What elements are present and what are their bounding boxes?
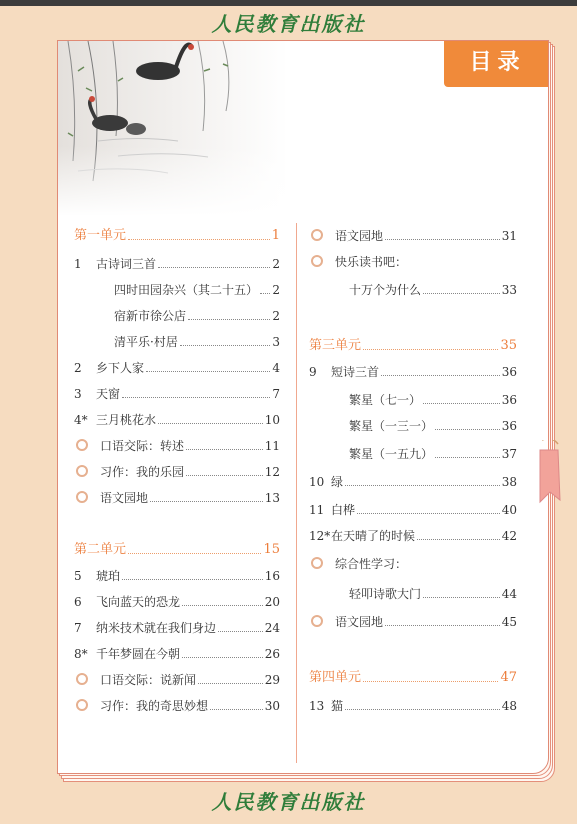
toc-entry[interactable] — [309, 445, 517, 463]
entry-title: 宿新市徐公店 — [114, 309, 187, 323]
page-number: 42 — [501, 529, 517, 543]
entry-title: 习作：我的乐园 — [100, 465, 185, 479]
page-number: 7 — [272, 387, 280, 401]
dot-leader — [345, 709, 500, 710]
page-number: 15 — [263, 542, 280, 557]
page-number: 44 — [501, 587, 517, 601]
page-number: 13 — [264, 491, 280, 505]
dot-leader — [357, 513, 500, 514]
dot-leader — [128, 553, 261, 554]
toc-entry[interactable] — [74, 671, 280, 689]
entry-title: 口语交际：说新闻 — [100, 673, 197, 687]
dot-leader — [435, 429, 500, 430]
dot-leader — [385, 239, 500, 240]
page-number: 26 — [264, 647, 280, 661]
toc-entry[interactable] — [74, 385, 280, 403]
dot-leader — [345, 485, 500, 486]
swan-pond-illustration — [58, 41, 288, 216]
dot-leader — [198, 683, 263, 684]
entry-title: 三月桃花水 — [96, 413, 157, 427]
dot-leader — [385, 625, 500, 626]
page-number: 33 — [501, 283, 517, 297]
toc-entry[interactable] — [309, 527, 517, 545]
dot-leader — [363, 681, 498, 682]
entry-title: 轻叩诗歌大门 — [349, 587, 422, 601]
toc-entry[interactable] — [74, 281, 280, 299]
toc-entry[interactable] — [74, 645, 280, 663]
page-number: 1 — [271, 228, 280, 243]
toc-unit-heading[interactable] — [74, 541, 280, 559]
dot-leader — [218, 631, 263, 632]
page-number: 36 — [501, 365, 517, 379]
page-number: 2 — [272, 257, 280, 271]
toc-entry[interactable] — [309, 613, 517, 631]
lesson-number: 6 — [74, 595, 82, 609]
dot-leader — [128, 239, 270, 240]
lesson-number: 5 — [74, 569, 82, 583]
dot-leader — [210, 709, 263, 710]
lesson-number: 3 — [74, 387, 82, 401]
page-number: 40 — [501, 503, 517, 517]
toc-entry[interactable] — [309, 555, 517, 573]
entry-title: 纳米技术就在我们身边 — [96, 621, 217, 635]
entry-title: 繁星（一五九） — [349, 447, 434, 461]
entry-title: 四时田园杂兴（其二十五） — [114, 283, 259, 297]
page-number: 36 — [501, 419, 517, 433]
entry-title: 口语交际：转述 — [100, 439, 185, 453]
page-number: 37 — [501, 447, 517, 461]
toc-entry[interactable] — [309, 697, 517, 715]
entry-title: 飞向蓝天的恐龙 — [96, 595, 181, 609]
publisher-logo-bottom: 人民教育出版社 — [211, 790, 366, 814]
entry-title: 古诗词三首 — [96, 257, 157, 271]
lesson-number: 1 — [74, 257, 82, 271]
page-number: 12 — [264, 465, 280, 479]
dot-leader — [423, 293, 500, 294]
dot-leader — [146, 371, 270, 372]
dot-leader — [260, 293, 270, 294]
circle-bullet-icon — [311, 255, 323, 267]
publisher-logo-top: 人民教育出版社 — [211, 12, 366, 36]
toc-entry[interactable] — [309, 253, 517, 271]
toc-entry[interactable] — [74, 593, 280, 611]
lesson-number: 9 — [309, 365, 317, 379]
entry-title: 千年梦圆在今朝 — [96, 647, 181, 661]
bookmark-ribbon — [538, 440, 564, 506]
entry-title: 综合性学习： — [335, 557, 408, 571]
entry-title: 短诗三首 — [331, 365, 380, 379]
entry-title: 白桦 — [331, 503, 356, 517]
dot-leader — [158, 267, 270, 268]
toc-entry[interactable] — [74, 359, 280, 377]
lesson-number: 7 — [74, 621, 82, 635]
lesson-number: 10 — [309, 475, 325, 489]
entry-title: 语文园地 — [100, 491, 149, 505]
lesson-number: 11 — [309, 503, 325, 517]
toc-entry[interactable] — [74, 255, 280, 273]
dot-leader — [122, 579, 263, 580]
toc-entry[interactable] — [74, 567, 280, 585]
dot-leader — [186, 449, 263, 450]
toc-entry[interactable] — [74, 489, 280, 507]
page-number: 3 — [272, 335, 280, 349]
page-number: 48 — [501, 699, 517, 713]
dot-leader — [417, 539, 500, 540]
column-divider — [296, 223, 297, 763]
toc-entry[interactable] — [309, 501, 517, 519]
toc-entry[interactable] — [309, 227, 517, 245]
lesson-number: 8* — [74, 647, 88, 661]
entry-title: 十万个为什么 — [349, 283, 422, 297]
page-number: 30 — [264, 699, 280, 713]
dot-leader — [435, 457, 500, 458]
page-number: 24 — [264, 621, 280, 635]
page-number: 11 — [264, 439, 280, 453]
page-number: 16 — [264, 569, 280, 583]
entry-title: 天窗 — [96, 387, 121, 401]
page-number: 31 — [501, 229, 517, 243]
entry-title: 猫 — [331, 699, 344, 713]
dot-leader — [122, 397, 270, 398]
toc-entry[interactable] — [309, 391, 517, 409]
page-number: 35 — [500, 338, 517, 353]
toc-unit-heading[interactable] — [309, 669, 517, 687]
dot-leader — [381, 375, 500, 376]
page-number: 47 — [500, 670, 517, 685]
circle-bullet-icon — [311, 557, 323, 569]
toc-entry[interactable] — [74, 437, 280, 455]
toc-page — [57, 40, 549, 774]
dot-leader — [182, 657, 263, 658]
circle-bullet-icon — [76, 491, 88, 503]
toc-unit-heading[interactable] — [309, 337, 517, 355]
toc-entry[interactable] — [74, 333, 280, 351]
entry-title: 第二单元 — [74, 542, 127, 557]
toc-entry[interactable] — [309, 417, 517, 435]
page-number: 2 — [272, 309, 280, 323]
circle-bullet-icon — [76, 673, 88, 685]
entry-title: 第四单元 — [309, 670, 362, 685]
entry-title: 语文园地 — [335, 615, 384, 629]
top-bar — [0, 0, 577, 6]
toc-heading: 目录 — [469, 50, 526, 75]
toc-entry[interactable] — [309, 363, 517, 381]
circle-bullet-icon — [311, 615, 323, 627]
page-number: 38 — [501, 475, 517, 489]
entry-title: 繁星（七一） — [349, 393, 422, 407]
page-number: 2 — [272, 283, 280, 297]
entry-title: 清平乐·村居 — [114, 335, 178, 349]
lesson-number: 2 — [74, 361, 82, 375]
toc-entry[interactable] — [74, 307, 280, 325]
lesson-number: 13 — [309, 699, 325, 713]
entry-title: 快乐读书吧： — [335, 255, 408, 269]
entry-title: 繁星（一三一） — [349, 419, 434, 433]
page-number: 29 — [264, 673, 280, 687]
toc-entry[interactable] — [74, 463, 280, 481]
dot-leader — [182, 605, 263, 606]
dot-leader — [423, 403, 500, 404]
page-number: 45 — [501, 615, 517, 629]
lesson-number: 4* — [74, 413, 88, 427]
dot-leader — [188, 319, 270, 320]
toc-entry[interactable] — [309, 473, 517, 491]
toc-tab — [444, 40, 549, 87]
entry-title: 乡下人家 — [96, 361, 145, 375]
toc-unit-heading[interactable] — [74, 227, 280, 245]
page-number: 10 — [264, 413, 280, 427]
dot-leader — [423, 597, 500, 598]
dot-leader — [150, 501, 263, 502]
lesson-number: 12* — [309, 529, 331, 543]
circle-bullet-icon — [76, 465, 88, 477]
dot-leader — [186, 475, 263, 476]
entry-title: 语文园地 — [335, 229, 384, 243]
toc-entry[interactable] — [74, 411, 280, 429]
page-number: 4 — [272, 361, 280, 375]
entry-title: 绿 — [331, 475, 344, 489]
circle-bullet-icon — [311, 229, 323, 241]
toc-entry[interactable] — [74, 697, 280, 715]
circle-bullet-icon — [76, 699, 88, 711]
toc-entry[interactable] — [309, 585, 517, 603]
entry-title: 在天晴了的时候 — [331, 529, 416, 543]
entry-title: 第三单元 — [309, 338, 362, 353]
circle-bullet-icon — [76, 439, 88, 451]
entry-title: 第一单元 — [74, 228, 127, 243]
dot-leader — [363, 349, 498, 350]
toc-entry[interactable] — [309, 281, 517, 299]
toc-entry[interactable] — [74, 619, 280, 637]
entry-title: 琥珀 — [96, 569, 121, 583]
dot-leader — [180, 345, 271, 346]
entry-title: 习作：我的奇思妙想 — [100, 699, 209, 713]
dot-leader — [158, 423, 263, 424]
page-number: 36 — [501, 393, 517, 407]
page-number: 20 — [264, 595, 280, 609]
